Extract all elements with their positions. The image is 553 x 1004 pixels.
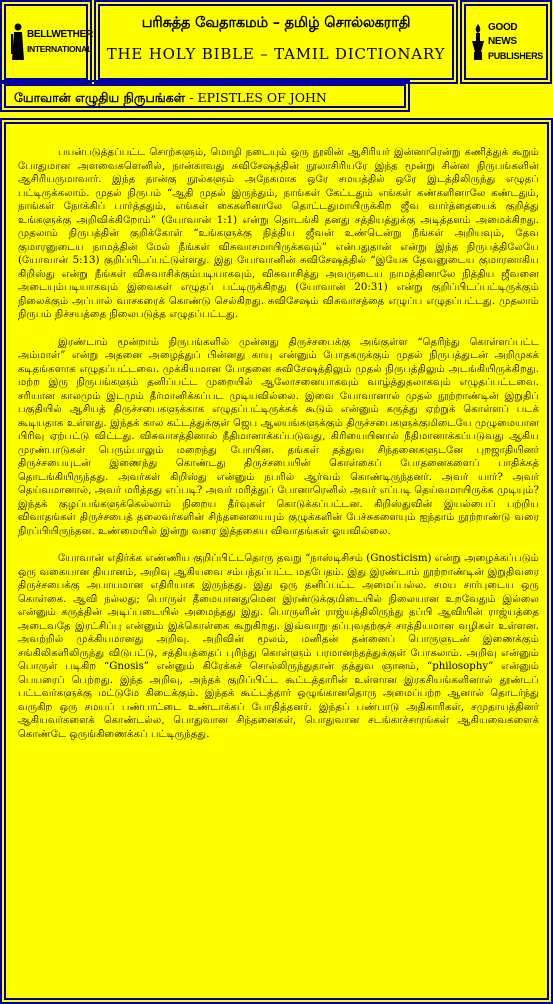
good-news-logo (471, 12, 544, 72)
paragraph-3: யோவான் எதிர்க்க எண்ணிய குறிப்பிட்டதொரு தவறு “நாஸ்டிசிசம் (Gnosticism) என்று அழைக்கப்படும் ஒரு வகையான தியானம், அறிவு ஆகியவை சம்பந்தப்பட்ட மதபேதம். இது இரண்டாம் நூற்றாண்டின் இறுதிவரை திருச்சபைக்கு அபாயமான எதிரியாக இருந்தது. இது ஒரு தனிப்பட்ட அமைப்பல்ல. சமய சார்புடைய ஒரு கொள்கை. ஆவி நல்லது; பொருள் தீமையானதுமென இரண்டுக்குமிடையில் நிலையான உறவேதும் இல்லை என்னும் கருத்தின் அடிப்படையில் அமைந்தது இது. பொருளின் ராஜ்யத்திலிருந்து தப்பி ஆவியின் ராஜ்யத்தை அடைவதே இரட்சிப்பு என்னும் இக்கொள்கை கூறுகிறது. இவ்வாறு தப்புவதற்குச் சாத்தியமான வழிகள் உள்ளன. அவற்றில் முக்கியமானது அறிவு. அறிவின் மூலம், மனிதன் தன்னைப் பொருளுடன் இணைக்கும் சங்கிலிகளிலிருந்து விடுபட்டு, சத்தியத்தைப் புரிந்து கொள்ளும் பரமானந்தத்துக்குள் போகலாம். அறிவு என்னும் பொருள் படிகிற “Gnosis” என்னும் கிரேக்கச் சொல்லிருந்துதான் தத்துவ ஞானம், “philosophy” என்னும் பெயரைப் பெற்றது. இந்த அறிவு, அந்தக் குறிப்பிட்ட கூட்டத்தாரின் உள்ளான இரகசியங்களினால் தூண்டப் பட்டவர்களுக்கு மட்டுமே கிடைக்கும். இந்தக் கூட்டத்தார் ஒழுங்கானதொரு அமைப்பற்ற ஆனால் தொடர்ந்து வருகிற ஒரு சமயப் பண்பாட்டை உண்டாக்கப் போதித்தனர். இந்தப் பண்பாடு அதிகாரிகள், சமுதாயத்தினர் ஆகியவர்களைக் கொண்டல்ல, பொதுவான சிந்தனைகள், பொதுவான சடங்காச்சாரங்கள் ஆகியவைகளைக் கொண்டே ஒருங்கிணைக்கப் பட்டிருந்தது. (18, 553, 539, 740)
lamp-icon (471, 22, 485, 62)
section-title-tamil: யோவான் எழுதிய நிருபங்கள் (14, 90, 185, 105)
paragraph-1: பயன்படுத்தப்பட்ட சொற்களும், மொழி நடையும் ஒரு நூலின் ஆசிரியர் இன்னாரென்று கணித்துக் கூறும் போதுமான அளவைகளெனில், நான்காவது சுவிசேஷத்தின் நூலாசிரியரே இந்த மூன்று சின்ன நிருபங்களின் ஆசிரியருமாவார். இந்த நான்கு நூல்களும் அநேகமாக ஒரே சமயத்தில் ஒரே இடத்திலிருந்து எழுதப் பட்டிருக்கலாம். முதல் நிருபம் “ஆதி முதல் இருந்தும், நாங்கள் கேட்டதும் எங்கள் கண்களினாலே கண்டதும், நாங்கள் நோக்கிப் பார்த்ததும், எங்கள் கைகளினாலே தொட்டதுமாயிருக்கிற ஜீவ வார்த்தையைக் குறித்து உங்களுக்கு அறிவிக்கிறோம்” (யோவான் 1:1) என்று தொடங்கி தனது சத்தியத்துக்கு அடித்தளம் அமைக்கிறது. முதலாம் நிருபத்தின் குறிக்கோள் “உங்களுக்கு நித்திய ஜீவன் உண்டென்று நீங்கள் அறியவும், தேவ குமாரனுடைய நாமத்தின் மேல் நீங்கள் விசுவாசமாயிருக்கவும்” என்பதுதான் என்று இந்த நிருபத்திலேயே (யோவான் 5:13) குறிப்பிடப்பட்டுள்ளது. இது யோவானின் சுவிசேஷத்தில் “இயேசு தேவனுடைய குமாரனாகிய கிறிஸ்து என்று நீங்கள் விசுவாசிக்கும்படியாகவும், விசுவாசித்து அவருடைய நாமத்தினாலே நித்திய ஜீவனை அடையும்படியாகவும் இவைகள் எழுதப் பட்டிருக்கிறது (யோவான் 20:31) என்று குறிப்பிடப்பட்டிருக்கும் நிலைக்கும் அப்பால் வாசகரைக் கொண்டு செல்கிறது. சுவிசேஷம் விசுவாசத்தை எழுப்ப எழுதப்பட்டது. முதலாம் நிருபம் நிச்சயத்தை நிலைபடுத்த எழுதப்பட்டது. (18, 147, 539, 320)
section-header (4, 84, 406, 108)
wise-men-silhouette-icon (11, 22, 25, 62)
right-logo-line2: PUBLISHERS (488, 51, 544, 61)
main-text-box (4, 122, 549, 1000)
header-title-box (98, 4, 454, 80)
bellwether-logo (11, 12, 93, 72)
paragraph-2: இரண்டாம் மூன்றாம் நிருபங்களில் முன்னது திருச்சபைக்கு அங்குள்ள “தெரிந்து கொள்ளப்பட்ட அம்மாள்” என்று அதனை அழைத்துப் பின்னது காயு என்னும் போதகருக்கும் முதல் நிருபத்துடன் அறிமுகக் கடிதங்களாக எழுதப்பட்டவை. முக்கியமான போதனை சுவிசேஷத்திலும் முதல் நிருபத்திலும் அடங்கியிருக்கிறது. மற்ற இரு நிருபங்களும் தனிப்பட்ட முறையில் ஆலோசனையாகவும் வாழ்த்துதலாகவும் எழுதப்பட்டவை. சரியான காலமும் இடமும் தீர்மானிக்கப்பட முடியவில்லை. இவை யோவானால் முதல் நூற்றாண்டின் இறுதிப் பகுதியில் ஆசியத் திருச்சபைகளுக்காக எழுதப்பட்டிருக்கக் கூடும் என்னும் கருத்து ஏற்றுக் கொள்ளப் படக் கூடியதாக உள்ளது. இந்தக் கால கட்டத்துக்குள் ஜெப ஆலயங்களுக்கும் திருச்சபைகளுக்குமிடையே முழுமையான பிரிவு ஏற்பட்டு விட்டது. விசுவாசத்தினால் நீதிமானாக்கப்படுவது, கிரியையினால் நீதிமானாக்கப்படுவது ஆகிய முரண்பாடுகள் பெரும்பாலும் மறைந்து போயின. தங்கள் தத்துவ சிந்தனைகளுடனே புறஜாதியினர் திருச்சபையுடன் இணைந்து கொண்டது திருச்சபையின் கொள்கைப் போதனைகளைப் பாதிக்கத் தொடங்கியிருந்தது. அவர்கள் கிறிஸ்து என்னும் நபரில் ஆர்வம் கொண்டிருந்தனர். அவர் யார்? அவர் தெய்வமானால், அவர் மரித்தது எப்படி? அவர் மரித்துப் போனாரெனில் அவர் எப்படி தெய்வமாயிருக்க முடியும்? இந்தக் குழப்பங்களுக்கெல்லாம் நிறைய தீர்வுகள் கொடுக்கப்பட்டன. கிறிஸ்துவின் இயல்பைப் பற்றிய விவாதங்கள் திருச்சபைத் தலைவர்களின் சிந்தனையையும் குழுக்களின் பேச்சுகளையும் ஐந்தாம் நூற்றாண்டு வரை நிரப்பியிருந்தன. உண்மையில் இன்று வரை இத்தகைய விவாதங்கள் ஓயவில்லை. (18, 336, 539, 537)
right-logo-box (464, 4, 548, 80)
right-logo-line1: GOOD NEWS (488, 22, 518, 47)
title-tamil: பரிசுத்த வேதாகமம் – தமிழ் சொல்லகராதி (141, 14, 411, 31)
left-logo-box (4, 4, 93, 80)
left-logo-line2: INTERNATIONAL (27, 44, 92, 54)
title-english: THE HOLY BIBLE – TAMIL DICTIONARY (106, 45, 446, 63)
left-logo-line1: BELLWETHER (27, 29, 93, 40)
section-title-english: - EPISTLES OF JOHN (189, 90, 327, 105)
